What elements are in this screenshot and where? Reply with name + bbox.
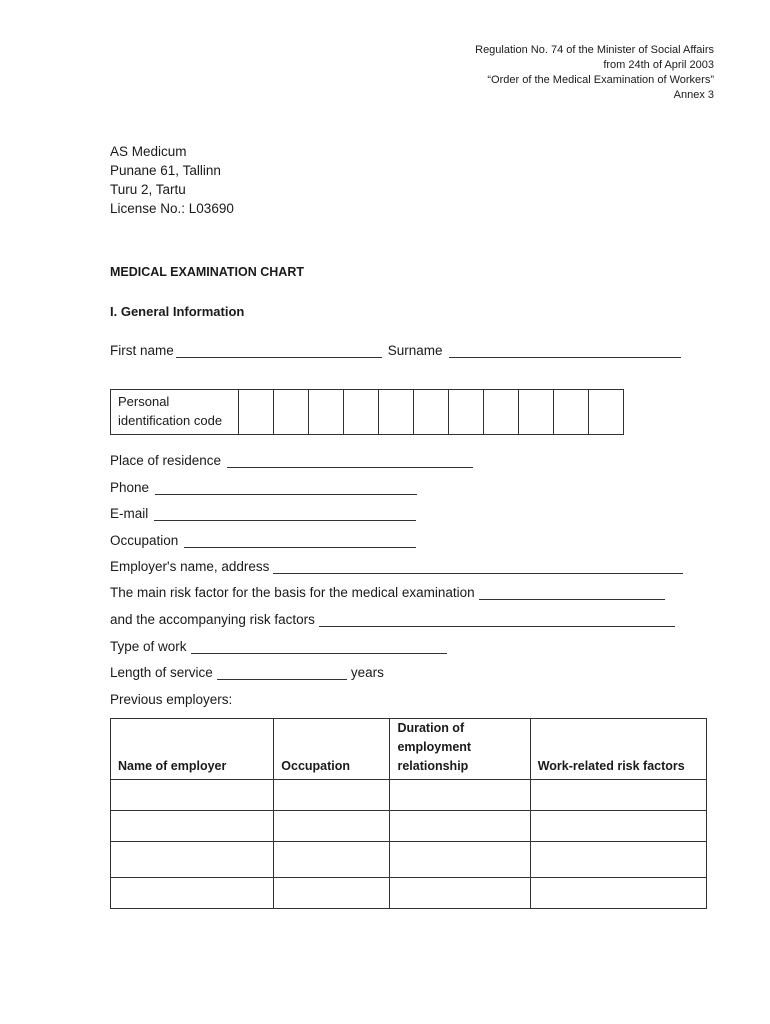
personal-code-digit[interactable] xyxy=(379,390,414,435)
duration-line-3: relationship xyxy=(397,759,469,773)
residence-row xyxy=(110,453,473,468)
personal-code-digit[interactable] xyxy=(589,390,624,435)
type-of-work-row xyxy=(110,639,447,654)
regulation-line-4: Annex 3 xyxy=(673,89,714,101)
email-row xyxy=(110,506,416,521)
column-header-occupation: Occupation xyxy=(274,719,390,780)
table-cell[interactable] xyxy=(530,878,706,909)
personal-code-label xyxy=(111,390,239,435)
organization-block xyxy=(110,142,234,218)
column-header-duration xyxy=(390,719,530,780)
table-cell[interactable] xyxy=(390,878,530,909)
length-of-service-label: Length of service xyxy=(110,665,213,680)
table-cell[interactable] xyxy=(390,811,530,842)
personal-code-digit[interactable] xyxy=(309,390,344,435)
accompanying-risk-row xyxy=(110,612,675,627)
regulation-line-2: from 24th of April 2003 xyxy=(603,59,714,71)
column-header-name: Name of employer xyxy=(111,719,274,780)
organization-address-2: Turu 2, Tartu xyxy=(110,182,186,197)
section-title: I. General Information xyxy=(110,304,245,319)
surname-label: Surname xyxy=(387,343,443,358)
table-row xyxy=(111,811,707,842)
accompanying-risk-label: and the accompanying risk factors xyxy=(110,612,315,627)
occupation-label: Occupation xyxy=(110,533,179,548)
table-row xyxy=(111,780,707,811)
chart-title: MEDICAL EXAMINATION CHART xyxy=(110,265,304,279)
first-name-label: First name xyxy=(110,343,174,358)
main-risk-label: The main risk factor for the basis for the medical examination xyxy=(110,585,475,600)
table-cell[interactable] xyxy=(274,811,390,842)
email-label: E-mail xyxy=(110,506,149,521)
employer-label: Employer's name, address xyxy=(110,559,270,574)
table-row xyxy=(111,878,707,909)
table-cell[interactable] xyxy=(111,811,274,842)
accompanying-risk-field[interactable] xyxy=(319,613,675,627)
table-cell[interactable] xyxy=(530,780,706,811)
regulation-line-3: “Order of the Medical Examination of Workers” xyxy=(487,74,714,86)
phone-label: Phone xyxy=(110,480,150,495)
previous-employers-label: Previous employers: xyxy=(110,692,233,707)
first-name-field[interactable] xyxy=(176,344,382,358)
duration-line-2: employment xyxy=(397,740,472,754)
personal-code-digit[interactable] xyxy=(519,390,554,435)
table-cell[interactable] xyxy=(390,780,530,811)
surname-field[interactable] xyxy=(449,344,681,358)
length-of-service-row xyxy=(110,665,384,680)
personal-code-digit[interactable] xyxy=(484,390,519,435)
name-row xyxy=(110,343,681,358)
phone-field[interactable] xyxy=(155,481,417,495)
residence-label: Place of residence xyxy=(110,453,222,468)
email-field[interactable] xyxy=(154,507,416,521)
personal-code-label-line-2: identification code xyxy=(118,413,223,428)
phone-row xyxy=(110,480,417,495)
table-cell[interactable] xyxy=(274,780,390,811)
table-cell[interactable] xyxy=(390,842,530,878)
personal-code-digit[interactable] xyxy=(239,390,274,435)
occupation-row xyxy=(110,533,416,548)
organization-license: License No.: L03690 xyxy=(110,201,234,216)
type-of-work-field[interactable] xyxy=(191,640,447,654)
personal-code-digit[interactable] xyxy=(554,390,589,435)
employer-row xyxy=(110,559,683,574)
personal-code-digit[interactable] xyxy=(274,390,309,435)
table-cell[interactable] xyxy=(274,878,390,909)
personal-code-digit[interactable] xyxy=(449,390,484,435)
duration-line-1: Duration of xyxy=(397,721,465,735)
personal-code-label-line-1: Personal xyxy=(118,394,170,409)
table-row xyxy=(111,842,707,878)
length-of-service-field[interactable] xyxy=(217,666,347,680)
regulation-line-1: Regulation No. 74 of the Minister of Social Affairs xyxy=(475,44,714,56)
table-cell[interactable] xyxy=(530,842,706,878)
previous-employers-row xyxy=(110,692,232,707)
personal-code-table xyxy=(110,389,624,435)
employer-field[interactable] xyxy=(273,560,683,574)
residence-field[interactable] xyxy=(227,454,473,468)
organization-address-1: Punane 61, Tallinn xyxy=(110,163,221,178)
organization-name: AS Medicum xyxy=(110,144,187,159)
table-header-row xyxy=(111,719,707,780)
table-cell[interactable] xyxy=(111,842,274,878)
table-cell[interactable] xyxy=(111,878,274,909)
previous-employers-table xyxy=(110,718,707,909)
years-label: years xyxy=(350,665,384,680)
personal-code-digit[interactable] xyxy=(344,390,379,435)
column-header-risk: Work-related risk factors xyxy=(530,719,706,780)
table-cell[interactable] xyxy=(111,780,274,811)
personal-code-digit[interactable] xyxy=(414,390,449,435)
regulation-header xyxy=(475,43,714,103)
main-risk-field[interactable] xyxy=(479,586,665,600)
main-risk-row xyxy=(110,585,665,600)
table-cell[interactable] xyxy=(274,842,390,878)
table-cell[interactable] xyxy=(530,811,706,842)
occupation-field[interactable] xyxy=(184,534,416,548)
type-of-work-label: Type of work xyxy=(110,639,187,654)
